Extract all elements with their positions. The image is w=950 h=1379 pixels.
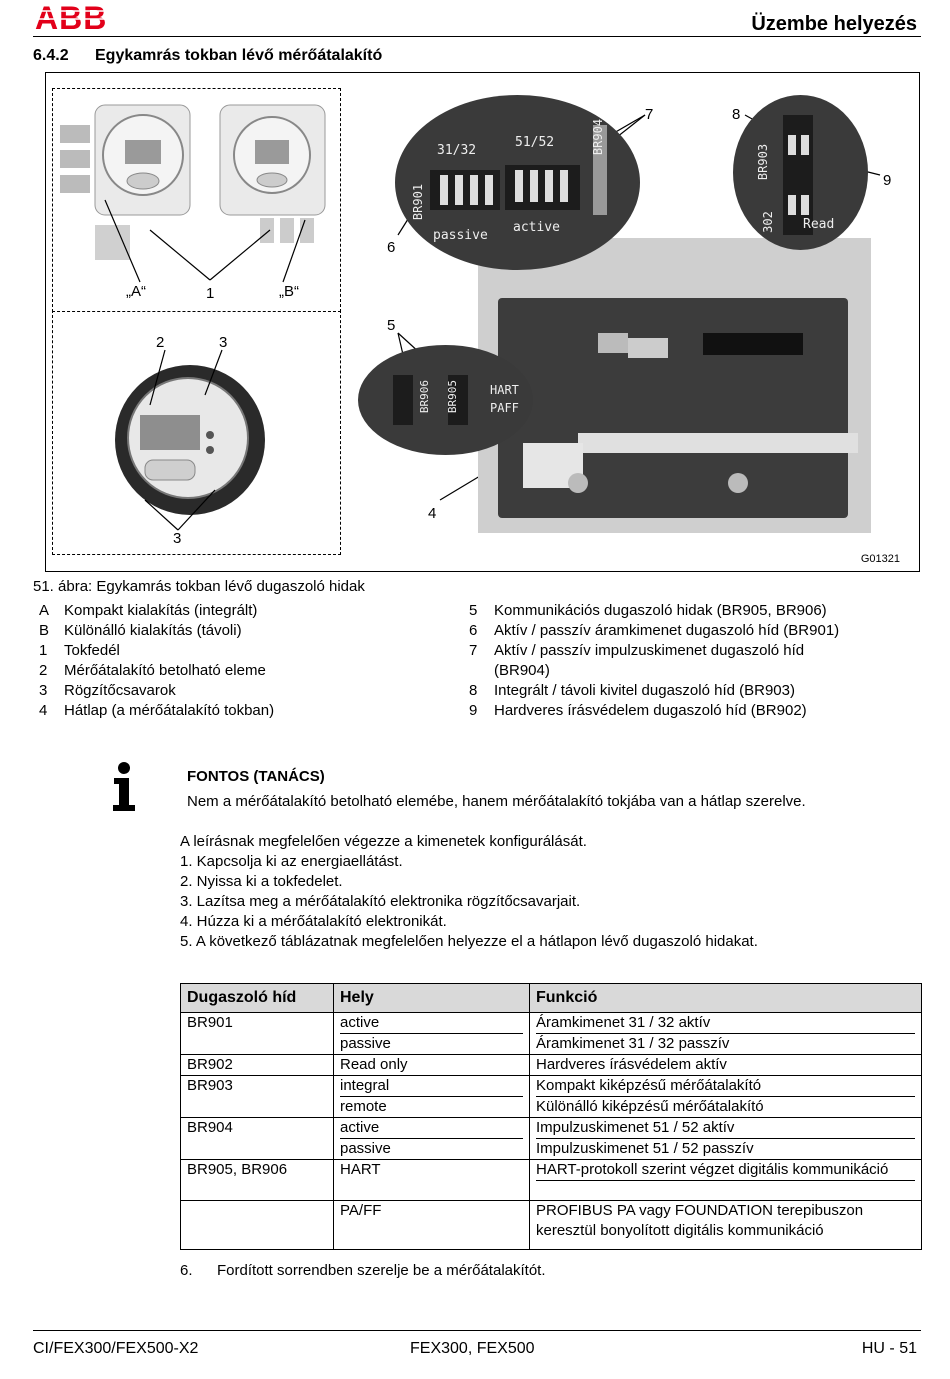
footer-doc-id: CI/FEX300/FEX500-X2 [33,1340,199,1357]
step-item: 5. A következő táblázatnak megfelelően helyezze el a hátlapon lévő dugaszoló hidakat. [180,933,758,950]
table-cell: Különálló kiképzésű mérőátalakító [530,1097,922,1118]
label-passive: passive [433,228,488,243]
label-paff: PAFF [490,401,519,415]
table-cell: Read only [334,1055,530,1076]
label-br906: BR906 [418,379,432,414]
table-cell: Áramkimenet 31 / 32 passzív [530,1034,922,1055]
callout-8: 8 [732,106,741,123]
zoom-br902-br903 [733,95,868,250]
table-cell: remote [334,1097,530,1118]
table-cell: BR904 [181,1118,334,1140]
table-row [181,1201,922,1250]
table-row [181,1076,922,1098]
zoom-br901-br904 [395,95,640,270]
table-header-row [181,984,922,1013]
instruction-steps [180,852,758,952]
footer-rule [33,1330,921,1331]
table-cell: active [334,1013,530,1035]
column-header: Hely [334,984,530,1013]
callout-5: 5 [387,317,396,334]
callout-9: 9 [883,172,892,189]
table-cell: PA/FF [334,1201,530,1250]
footer-page: HU - 51 [861,1340,917,1357]
note-title: FONTOS (TANÁCS) [187,768,325,785]
figure-caption: 51. ábra: Egykamrás tokban lévő dugaszoló hidak [33,578,365,595]
callout-6: 6 [387,239,396,256]
callout-a: „A“ [126,283,146,300]
table-cell [181,1097,334,1118]
info-icon [110,762,138,812]
table-cell: integral [334,1076,530,1098]
bridge-table [180,983,922,1250]
label-31-32: 31/32 [437,143,477,158]
callout-7: 7 [645,106,654,123]
callout-1: 1 [206,285,215,302]
table-row [181,1160,922,1201]
section-number: 6.4.2 [33,47,69,64]
chapter-title: Üzembe helyezés [751,13,917,35]
abb-logo-text: ABB [35,2,108,32]
callout-2: 2 [156,334,165,351]
callout-4: 4 [428,505,437,522]
label-read: Read [803,217,835,232]
table-row [181,1013,922,1035]
circuit-board-image [478,238,871,533]
step-item: 1. Kapcsolja ki az energiaellátást. [180,853,403,870]
table-row [181,1034,922,1055]
label-br902: 302 [760,211,775,233]
label-51-52: 51/52 [515,135,555,150]
label-hart: HART [490,383,519,397]
figure-code: G01321 [860,553,900,565]
table-cell [181,1201,334,1250]
label-br905: BR905 [446,379,460,414]
step-item: 4. Húzza ki a mérőátalakító elektronikát. [180,913,447,930]
table-cell: Áramkimenet 31 / 32 aktív [530,1013,922,1035]
table-cell: BR902 [181,1055,334,1076]
callout-3-top: 3 [219,334,228,351]
callout-b: „B“ [279,283,299,300]
table-cell: Impulzuskimenet 51 / 52 aktív [530,1118,922,1140]
table-cell: active [334,1118,530,1140]
table-cell: BR903 [181,1076,334,1098]
table-cell: BR905, BR906 [181,1160,334,1201]
callout-3-bottom: 3 [173,530,182,547]
table-cell: Impulzuskimenet 51 / 52 passzív [530,1139,922,1160]
instructions-intro: A leírásnak megfelelően végezze a kimenetek konfigurálását. [180,833,587,850]
table-cell [181,1034,334,1055]
table-row [181,1118,922,1140]
table-cell: HART [334,1160,530,1201]
table-cell: HART-protokoll szerint végzet digitális kommunikáció [530,1160,922,1201]
table-row [181,1055,922,1076]
table-cell: passive [334,1034,530,1055]
table-cell [181,1139,334,1160]
column-header: Funkció [530,984,922,1013]
label-active: active [513,220,560,235]
label-br903: BR903 [756,143,771,181]
table-cell: Hardveres írásvédelem aktív [530,1055,922,1076]
section-title: Egykamrás tokban lévő mérőátalakító [95,47,383,64]
step-item: 3. Lazítsa meg a mérőátalakító elektronika rögzítőcsavarjait. [180,893,581,910]
table-cell: passive [334,1139,530,1160]
note-text: Nem a mérőátalakító betolható elemébe, hanem mérőátalakító tokjába van a hátlap szerelve. [187,793,806,810]
table-row [181,1097,922,1118]
table-cell: PROFIBUS PA vagy FOUNDATION terepibuszon keresztül bonyolított digitális kommunikáció [530,1201,922,1250]
table-cell: Kompakt kiképzésű mérőátalakító [530,1076,922,1098]
final-step-text: Fordított sorrendben szerelje be a mérőátalakítót. [217,1262,546,1279]
table-row [181,1139,922,1160]
label-br901: BR901 [411,183,426,221]
label-br904: BR904 [591,118,606,156]
step-item: 2. Nyissa ki a tokfedelet. [180,873,343,890]
footer-product: FEX300, FEX500 [410,1340,535,1357]
zoom-br905-br906 [358,345,533,455]
final-step-number: 6. [180,1262,193,1279]
column-header: Dugaszoló híd [181,984,334,1013]
table-cell: BR901 [181,1013,334,1035]
